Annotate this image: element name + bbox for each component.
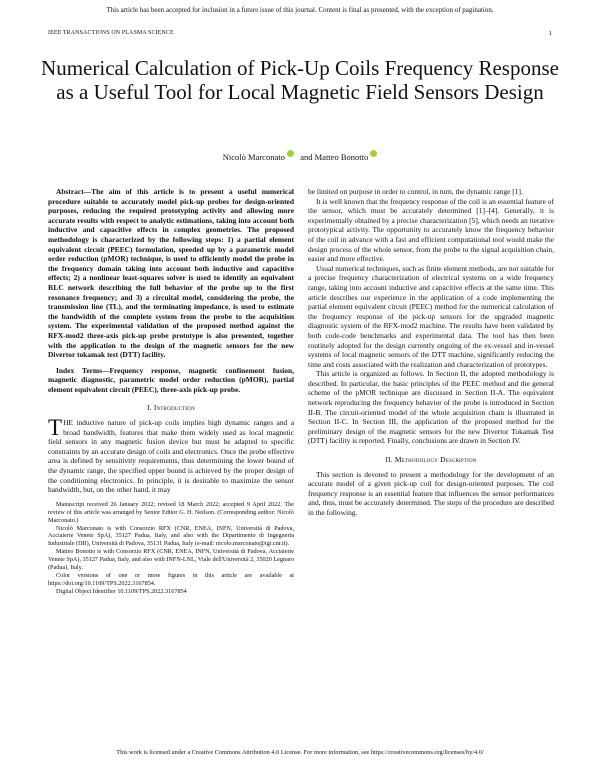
footnote-manuscript: Manuscript received 26 January 2022; revised 18 March 2022; accepted 9 April 2022. The review of this article was arranged by Senior Editor G. H. Neilson. (Corresponding author: Nicolò Marconato.) <box>48 500 294 524</box>
orcid-icon[interactable] <box>370 150 377 157</box>
abstract: Abstract—The aim of this article is to present a useful numerical procedure suitable to accurately model pick-up probes for design-oriented purposes, reducing the required prototyping activity and allowing more accurate results with respect to analytic estimations, taking into account both inductive and capacitive effects in complex geometries. The proposed methodology is characterized by the following steps: 1) a partial element equivalent circuit (PEEC) formulation, speeded up by a parametric model order reduction (pMOR) technique, is used to efficiently model the probe in the frequency domain taking into account both inductive and capacitive effects; 2) a nonlinear least-squares solver is used to identify an equivalent RLC network describing the full behavior of the probe up to the first resonance frequency; and 3) a circuital model, considering the probe, the transmission line (TL), and the terminating impedance, is used to estimate the bandwidth of the complete system from the probe to the acquisition system. The experimental validation of the proposed method against the RFX-mod2 three-axis pick-up probe prototype is also presented, together with the application to the design of the magnetic sensors for the new Divertor tokamak test (DTT) facility. <box>48 187 294 360</box>
author-2: and Matteo Bonotto <box>300 152 369 162</box>
drop-cap: T <box>48 415 63 441</box>
paragraph: be limited on purpose in order to control, in turn, the dynamic range [1]. <box>308 187 523 196</box>
section-heading-introduction: I. Introduction <box>147 403 195 413</box>
footnote-color: Color versions of one or more figures in this article are available at https://doi.org/10.1109/TPS.2022.3167854. <box>48 571 294 587</box>
intro-text: HE inductive nature of pick-up coils implies high dynamic ranges and a broad bandwidth, features that make them widely used as local magnetic field sensors in any magnetic fusion device but must be adapted to specific constraints by an accurate design of coils and electronics. Once the probe effective area is defined by sensitivity requirements, thus determining the lower bound of the dynamic range, the specified upper bound is achieved by the proper design of the conditioning electronics. In principle, it is desirable to maximize the sensor bandwidth, but, on the other hand, it may <box>48 418 294 495</box>
section-heading-methodology: II. Methodology Description <box>385 455 477 465</box>
footnote-author2: Matteo Bonotto is with Consorzio RFX (CNR, ENEA, INFN, Università di Padova, Acciaierie Venete SpA), 35127 Padua, Italy, and also with INFN-LNL, Viale dell'Università 2, 35020 Legnaro (Padua), Italy. <box>48 548 294 572</box>
orcid-icon[interactable] <box>287 150 294 157</box>
acceptance-note: This article has been accepted for inclusion in a future issue of this journal. Content is final as presented, with the exception of pagination. <box>106 6 494 14</box>
footnotes <box>48 501 294 596</box>
intro-paragraph <box>48 415 294 495</box>
paragraph: It is well known that the frequency response of the coil is an essential feature of the sensor, which must be accurately determined [1]–[4]. Generally, it is experimentally obtained by a precise characterization [5], which needs an iterative prototypical activity. The opportunity to accurately know the frequency behavior of the coil in advance with a fast and efficient computational tool would make the design process of the whole sensor, from the probe to the signal acquisition chain, easier and more effective. <box>308 196 554 264</box>
footnote-author1: Nicolò Marconato is with Consorzio RFX (CNR, ENEA, INFN, Università di Padova, Acciaierie Venete SpA), 35127 Padua, Italy, and also with the Dipartimento di Ingegneria Industriale (DII), Università di Padova, 35131 Padua, Italy (e-mail: nicolo.marconato@igi.cnr.it). <box>48 524 294 548</box>
page-number: 1 <box>548 30 552 37</box>
footnote-doi: Digital Object Identifier 10.1109/TPS.2022.3167854 <box>56 587 187 595</box>
right-column <box>308 187 554 518</box>
author-line <box>0 150 600 162</box>
paragraph: This section is devoted to present a methodology for the development of an accurate model of a given pick-up coil for design-oriented purposes. The coil frequency response is an essential feature that influences the sensor performances and, thus, must be accurately determined. The steps of the procedure are described in the following. <box>308 469 554 517</box>
license-note: This work is licensed under a Creative Commons Attribution 4.0 License. For more information, see https://creativecommons.org/licenses/by/4.0/ <box>116 749 484 756</box>
paragraph: This article is organized as follows. In Section II, the adopted methodology is described. In particular, the basic principles of the PEEC method and the general scheme of the pMOR technique are discussed in Section II-A. The equivalent network reproducing the frequency behavior of the probe is introduced in Section II-B. The circuit-oriented model of the whole acquisition chain is illustrated in Section II-C. In Section III, the application of the proposed method for the preliminary design of the magnetic sensors for the new Divertor Tokamak Test (DTT) facility is reported. Finally, conclusions are drawn in Section IV. <box>308 369 554 446</box>
left-column <box>48 187 294 596</box>
author-1: Nicolò Marconato <box>222 152 285 162</box>
paragraph: Usual numerical techniques, such as finite element methods, are not suitable for a precise frequency characterization of electrical systems on a wide frequency range, taking into account inductive and capacitive effects at the same time. This article describes our experience in the application of a code implementing the partial element equivalent circuit (PEEC) method for the numerical calculation of the frequency response of the pick-up sensors for the upgraded magnetic diagnostic system of the RFX-mod2 machine. The results have been validated by both code-code benchmarks and experimental data. The tool has then been routinely adopted for the design currently ongoing of the ex-vessel and in-vessel systems of local magnetic sensors of the DTT machine, significantly reducing the time and costs associated with the realization and characterization of prototypes. <box>308 263 554 369</box>
paper-title: Numerical Calculation of Pick-Up Coils Frequency Response as a Useful Tool for Local Magnetic Field Sensors Design <box>41 56 559 104</box>
journal-name: IEEE TRANSACTIONS ON PLASMA SCIENCE <box>48 30 174 36</box>
index-terms: Index Terms—Frequency response, magnetic confinement fusion, magnetic diagnostic, parametric model order reduction (pMOR), partial element equivalent circuit (PEEC), three-axis pick-up probe. <box>48 365 294 394</box>
